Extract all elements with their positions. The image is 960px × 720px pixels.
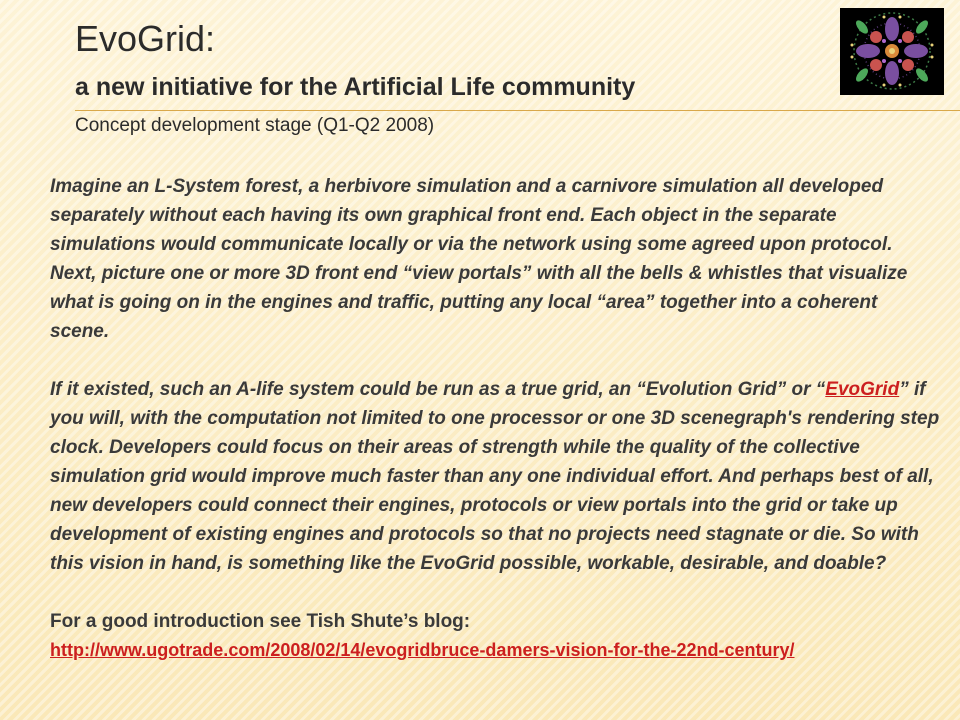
paragraph-evolution-grid bbox=[50, 375, 940, 578]
slide-title: EvoGrid: bbox=[75, 18, 216, 59]
paragraph-gap bbox=[50, 346, 940, 375]
slide-subtitle: a new initiative for the Artificial Life community bbox=[75, 73, 636, 101]
evogrid-link[interactable]: EvoGrid bbox=[825, 379, 900, 400]
paragraph2-after: ” if you will, with the computation not limited to one processor or one 3D scenegraph's rendering step clock. Developers could focus on their areas of strength while the quality of the collective simulation grid would improve much faster than any one individual effort. And perhaps best of all, new developers could connect their engines, protocols or view portals into the grid or take up development of existing engines and protocols so that no projects need stagnate or die. So with this vision in hand, is something like the EvoGrid possible, workable, desirable, and doable? bbox=[50, 379, 940, 574]
paragraph2-before: If it existed, such an A-life system could be run as a true grid, an “Evolution Grid” or “ bbox=[50, 379, 826, 400]
blog-url-link[interactable]: http://www.ugotrade.com/2008/02/14/evogridbruce-damers-vision-for-the-22nd-century/ bbox=[50, 640, 795, 660]
intro-text: For a good introduction see Tish Shute’s blog: bbox=[50, 611, 471, 632]
kaleidoscope-mandala-icon bbox=[840, 8, 944, 95]
paragraph-gap bbox=[50, 578, 940, 607]
paragraph-l-system: Imagine an L-System forest, a herbivore simulation and a carnivore simulation all developed separately without each having its own graphical front end. Each object in the separate simulations would communicate locally or via the network using some agreed upon protocol. Next, picture one or more 3D front end “view portals” with all the bells & whistles that visualize what is going on in the engines and traffic, putting any local “area” together into a coherent scene. bbox=[50, 176, 908, 342]
stage-caption: Concept development stage (Q1-Q2 2008) bbox=[75, 115, 435, 136]
title-divider bbox=[75, 110, 960, 111]
body-text bbox=[50, 172, 940, 665]
